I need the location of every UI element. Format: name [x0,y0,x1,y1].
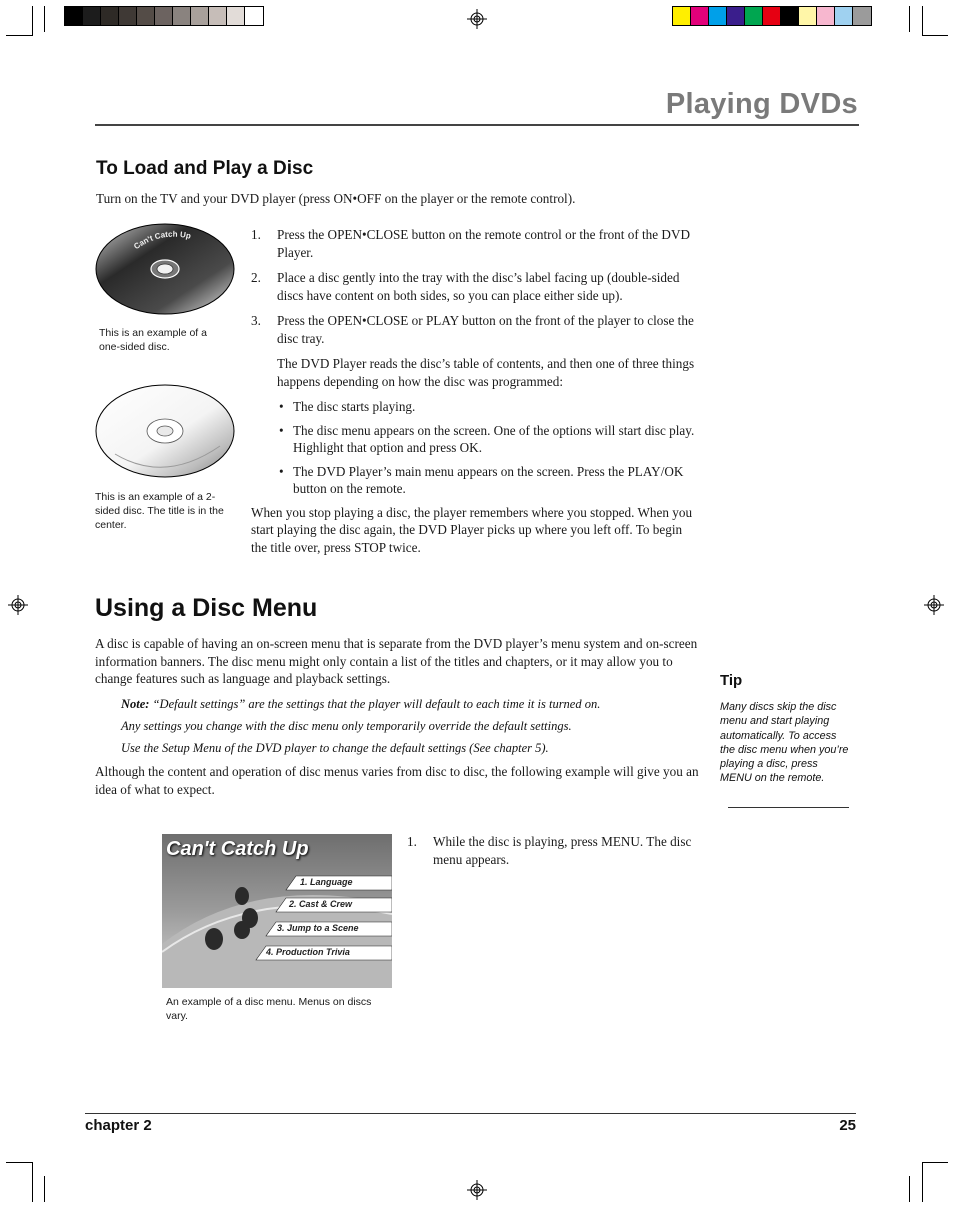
menu-image-title: Can't Catch Up [166,838,309,860]
color-swatch [835,7,853,25]
step3-detail: The DVD Player reads the disc’s table of contents, and then one of three things happens depending on how the disc was programmed: [277,356,695,389]
menu-image-item: 3. Jump to a Scene [277,923,359,933]
color-swatch [101,7,119,25]
bullet-item: • The disc starts playing. [277,398,697,416]
section-heading-load: To Load and Play a Disc [96,158,314,179]
page-title: Playing DVDs [665,88,858,120]
menu-step [407,833,697,876]
menu-image-item: 1. Language [300,877,353,887]
gray-calibration-bar [64,6,264,26]
bullet-item: • The DVD Player’s main menu appears on the screen. Press the PLAY/OK button on the remote. [277,463,697,498]
color-swatch [727,7,745,25]
disc2-caption: This is an example of a 2-sided disc. The title is in the center. [95,491,224,531]
color-swatch [691,7,709,25]
bullet-item: • The disc menu appears on the screen. One of the options will start disc play. Highlight that option and press OK. [277,422,697,457]
color-swatch [191,7,209,25]
load-closing: When you stop playing a disc, the player remembers where you stopped. When you start playing the disc again, the DVD Player picks up where you left off. To begin the title over, press STOP twice. [251,504,693,555]
color-swatch [119,7,137,25]
note-line: Use the Setup Menu of the DVD player to change the default settings (See chapter 5). [121,741,549,755]
step-item: 2. Place a disc gently into the tray with the disc’s label facing up (double-sided discs have content on both sides, so you can place either side up). [251,270,680,303]
disc-label-text: Can't Catch Up [132,229,192,252]
color-swatch [709,7,727,25]
footer-rule [85,1113,856,1114]
registration-mark-icon [924,595,944,615]
color-swatch [227,7,245,25]
menu-after-note: Although the content and operation of disc menus varies from disc to disc, the following example will give you an idea of what to expect. [95,764,699,797]
load-intro: Turn on the TV and your DVD player (press ON•OFF on the player or the remote control). [96,191,576,206]
color-swatch [781,7,799,25]
footer-page-number: 25 [839,1117,856,1134]
load-steps [251,226,697,556]
menu-intro: A disc is capable of having an on-screen menu that is separate from the DVD player’s menu system and on-screen information banners. The disc menu might only contain a list of the titles and chapters, or it may allow you to change features such as language and playback settings. [95,636,698,686]
color-swatch [83,7,101,25]
color-swatch [673,7,691,25]
registration-mark-icon [467,9,487,29]
color-swatch [173,7,191,25]
color-swatch [745,7,763,25]
color-swatch [137,7,155,25]
color-swatch [155,7,173,25]
disc1-caption: This is an example of a one-sided disc. [99,327,207,353]
color-calibration-bar [672,6,872,26]
disc-menu-example-image [162,834,392,988]
menu-image-item: 2. Cast & Crew [289,899,353,909]
menu-image-item: 4. Production Trivia [266,947,350,957]
step-item: 1. While the disc is playing, press MENU. The disc menu appears. [407,834,692,867]
two-sided-disc-image [95,384,235,480]
section-heading-menu: Using a Disc Menu [95,594,318,622]
title-rule [95,124,859,126]
tip-text: Many discs skip the disc menu and start playing automatically. To access the disc menu when you’re playing a disc, press MENU on the remote. [720,701,849,785]
registration-mark-icon [467,1180,487,1200]
registration-mark-icon [8,595,28,615]
note-block [121,696,701,757]
menu-image-caption: An example of a disc menu. Menus on discs vary. [166,996,372,1022]
color-swatch [799,7,817,25]
tip-rule [728,807,849,808]
color-swatch [209,7,227,25]
color-swatch [245,7,263,25]
step-item: 1. Press the OPEN•CLOSE button on the remote control or the front of the DVD Player. [251,227,690,260]
color-swatch [853,7,871,25]
note-line: Any settings you change with the disc menu only temporarily override the default settings. [121,719,572,733]
one-sided-disc-image [95,222,235,316]
color-swatch [65,7,83,25]
footer-chapter: chapter 2 [85,1117,152,1134]
color-swatch [817,7,835,25]
tip-heading: Tip [720,672,743,689]
note-line: Note: “Default settings” are the settings that the player will default to each time it is turned on. [121,697,601,711]
step-item: 3. Press the OPEN•CLOSE or PLAY button on the front of the player to close the disc tray. [251,313,694,346]
color-swatch [763,7,781,25]
